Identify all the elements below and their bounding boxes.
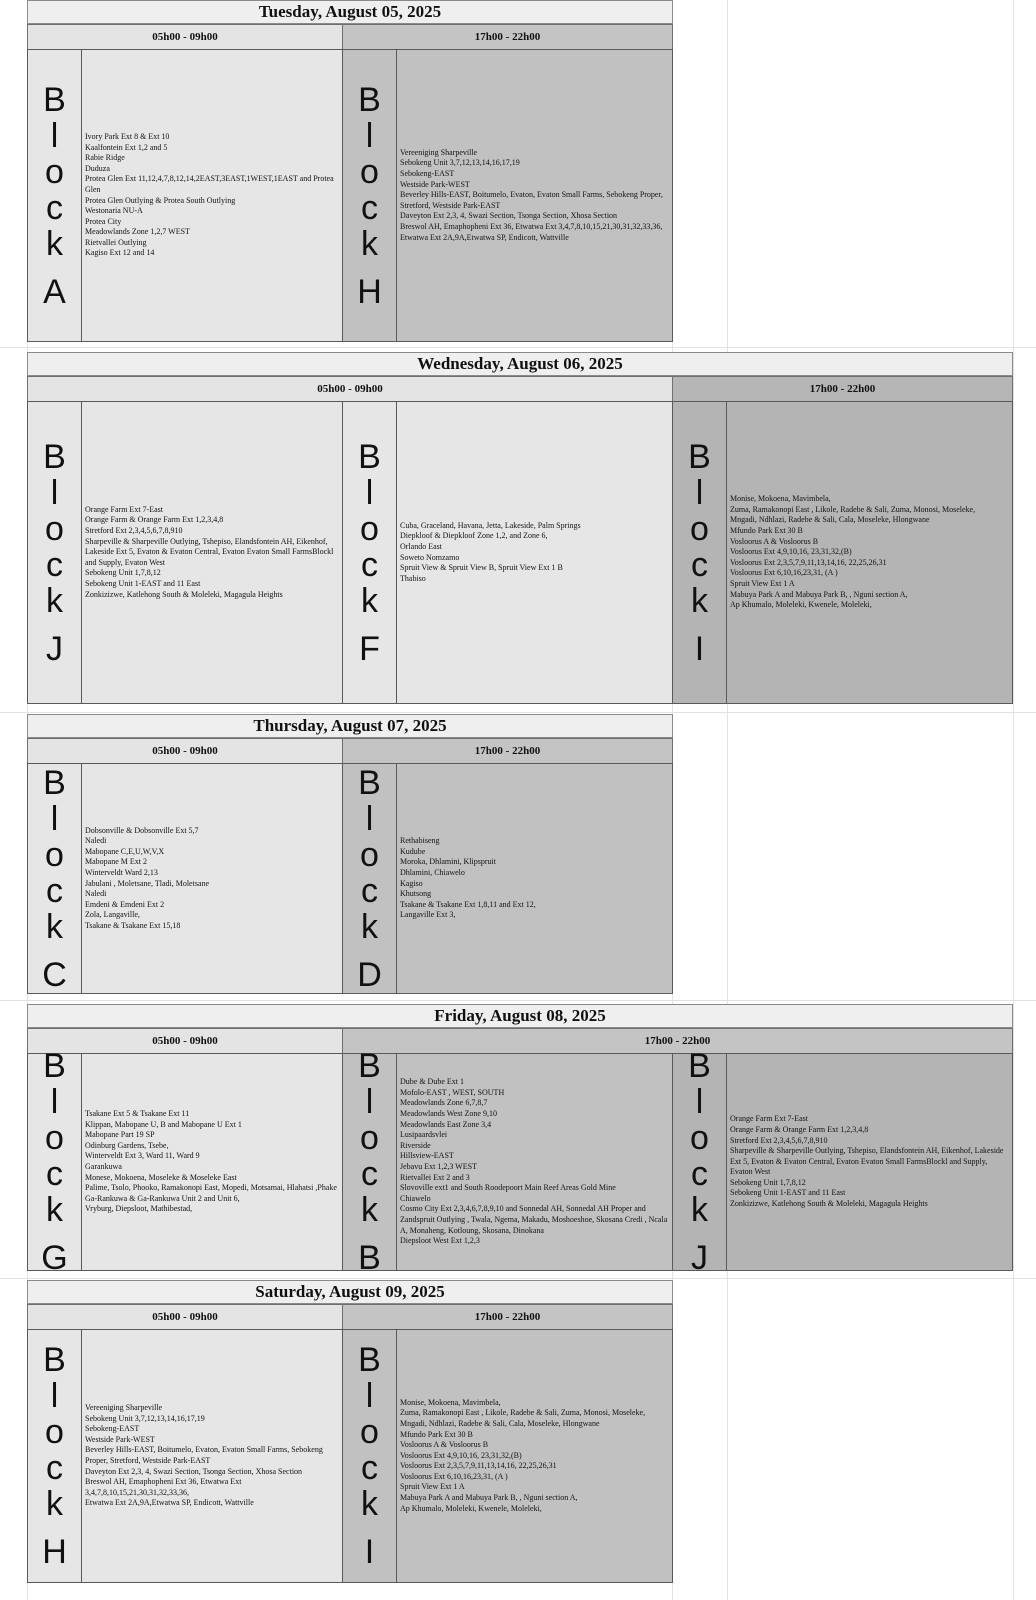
area-item: Monese, Mokoena, Moseleke & Moseleke East [85, 1172, 237, 1182]
block-label [343, 764, 397, 993]
area-item: Vryburg, Diepsloot, Mathibestad, [85, 1204, 193, 1214]
block-word: B l o c k [688, 437, 711, 620]
slot-header-evening: 17h00 - 22h00 [342, 1304, 673, 1330]
area-list [399, 1330, 670, 1582]
block-word: B l o c k [358, 763, 381, 946]
area-item: Meadowlands East Zone 3,4 [400, 1119, 492, 1129]
block-letter: B [358, 1239, 381, 1277]
gridline [1013, 0, 1014, 1600]
area-item: Mabuya Park A and Mabuya Park B, , Nguni section A, [730, 589, 908, 599]
area-item: Breswol AH, Emaphopheni Ext 36, Etwatwa Ext 3,4,7,8,10,15,21,30,31,32,33,36, [400, 221, 663, 231]
area-item: Monise, Mokoena, Mavimbela, [400, 1397, 501, 1407]
area-item: Vereeniging Sharpeville [400, 147, 478, 157]
area-item: Zuma, Ramakonopi East , Likole, Radebe & Sali, Zuma, Monosi, Moseleke, [400, 1408, 646, 1418]
area-item: Orange Farm & Orange Farm Ext 1,2,3,4,8 [85, 515, 224, 525]
slot-header-morning: 05h00 - 09h00 [27, 1028, 343, 1054]
area-item: Ap Khumalo, Moleleki, Kwenele, Moleleki, [730, 600, 872, 610]
area-item: Moroka, Dhlamini, Klipspruit [400, 857, 496, 867]
area-item: Langaville Ext 3, [400, 910, 456, 920]
area-item: Jebavu Ext 1,2,3 WEST [400, 1162, 477, 1171]
block-letter: A [43, 272, 66, 311]
area-item: Kaalfontein Ext 1,2 and 5 [85, 142, 168, 152]
day-title: Tuesday, August 05, 2025 [27, 0, 673, 24]
area-item: Riverside [400, 1140, 431, 1150]
area-item: Sharpeville & Sharpeville Outlying, Tshepiso, Elandsfontein AH, Eikenhof, Lakeside Ext 5, Evaton & Evaton Central, Evaton Evaton Small FarmsBlockl and Supply, Evaton West [85, 536, 334, 567]
area-list [399, 402, 670, 703]
block-label [673, 402, 727, 703]
area-item: Klippan, Mabopane U, B and Mabopane U Ext 1 [85, 1119, 242, 1129]
area-item: Zonkizizwe, Katlehong South & Moleleki, Magagula Heights [730, 1199, 928, 1209]
gridline [0, 1000, 1036, 1001]
area-item: Cosmo City Ext 2,3,4,6,7,8,9,10 and Sonnedal AH, Sonnedal AH Proper and Zandspruit Outlying , Twala, Ngema, Makadu, Moshoeshoe, Skosana Credi , Ncala A, Monaheng, Kotloung, Skosana, Dinokana [400, 1204, 668, 1235]
block-letter: F [359, 629, 380, 668]
area-item: Kagiso Ext 12 and 14 [85, 248, 155, 258]
area-item: Chiawelo [400, 1193, 431, 1203]
block-label [343, 50, 397, 341]
area-item: Sebokeng Unit 1-EAST and 11 East [85, 578, 201, 588]
area-item: Stretford Ext 2,3,4,5,6,7,8,910 [730, 1135, 828, 1145]
area-list [729, 402, 1010, 703]
area-item: Soweto Nomzamo [400, 552, 460, 562]
block-card [27, 1047, 343, 1277]
area-list [399, 1054, 670, 1270]
block-card [342, 49, 673, 342]
area-item: Rethabiseng [400, 836, 440, 846]
area-item: Mabuya Park A and Mabuya Park B, , Nguni section A, [400, 1493, 578, 1503]
block-label [343, 1047, 397, 1277]
area-list [84, 1330, 340, 1582]
area-item: Dhlamini, Chiawelo [400, 867, 465, 877]
area-item: Odinburg Gardens, Tsebe, [85, 1140, 169, 1150]
area-item: Vosloorus Ext 4,9,10,16, 23,31,32,(B) [730, 547, 852, 557]
slot-header-morning: 05h00 - 09h00 [27, 738, 343, 764]
area-item: Emdeni & Emdeni Ext 2 [85, 899, 165, 909]
block-card [672, 401, 1013, 704]
block-label [28, 764, 82, 993]
block-letter: I [364, 1533, 375, 1571]
area-item: Slovoville ext1 and South Roodepoort Main Reef Areas Gold Mine [400, 1183, 616, 1193]
area-item: Spruit View Ext 1 A [730, 578, 795, 588]
area-item: Sebokeng-EAST [400, 169, 455, 179]
area-item: Protea Glen Ext 11,12,4,7,8,12,14,2EAST,3EAST,1WEST,1EAST and Protea Glen [85, 174, 334, 194]
area-item: Sebokeng Unit 1-EAST and 11 East [730, 1188, 846, 1198]
area-item: Spruit View & Spruit View B, Spruit View Ext 1 B [400, 563, 563, 573]
slot-header-evening: 17h00 - 22h00 [342, 24, 673, 50]
block-word: B l o c k [43, 1341, 66, 1523]
area-item: Jabulani , Moletsane, Tladi, Moletsane [85, 878, 210, 888]
area-item: Lusipaardsvlei [400, 1130, 448, 1140]
area-item: Daveyton Ext 2,3, 4, Swazi Section, Tsonga Section, Xhosa Section [85, 1466, 303, 1476]
gridline [0, 1278, 1036, 1279]
area-item: Mfundo Park Ext 30 B [400, 1429, 473, 1439]
gridline [0, 712, 1036, 713]
day-title: Friday, August 08, 2025 [27, 1004, 1013, 1028]
area-item: Vosloorus Ext 2,3,5,7,9,11,13,14,16, 22,25,26,31 [400, 1461, 557, 1471]
area-item: Naledi [85, 836, 107, 846]
area-item: Meadowlands West Zone 9,10 [400, 1109, 497, 1119]
area-item: Mngadi, Ndhlazi, Radebe & Sali, Cala, Moseleke, Hlongwane [730, 515, 930, 525]
area-item: Vosloorus Ext 6,10,16,23,31, (A ) [730, 568, 838, 578]
block-card [342, 763, 673, 994]
area-item: Stretford, Westside Park-EAST [400, 200, 501, 210]
area-item: Beverley Hills-EAST, Boitumelo, Evaton, Evaton Small Farms, Sebokeng Proper, [400, 190, 663, 200]
area-item: Ap Khumalo, Moleleki, Kwenele, Moleleki, [400, 1503, 542, 1513]
block-card [27, 1329, 343, 1583]
area-item: Naledi [85, 889, 107, 899]
block-letter: H [357, 272, 382, 311]
day-title: Wednesday, August 06, 2025 [27, 352, 1013, 376]
block-word: B l o c k [43, 1047, 66, 1229]
area-item: Mabopane C,E,U,W,V,X [85, 846, 165, 856]
block-letter: H [42, 1533, 67, 1571]
area-item: Sebokeng Unit 3,7,12,13,14,16,17,19 [400, 158, 520, 168]
area-item: Vosloorus Ext 2,3,5,7,9,11,13,14,16, 22,25,26,31 [730, 557, 887, 567]
area-item: Mngadi, Ndhlazi, Radebe & Sali, Cala, Moseleke, Hlongwane [400, 1418, 600, 1428]
area-list [84, 764, 340, 993]
slot-header-morning: 05h00 - 09h00 [27, 376, 673, 402]
area-item: Westside Park-WEST [85, 1434, 155, 1444]
area-item: Westonaria NU-A [85, 206, 143, 216]
area-list [84, 402, 340, 703]
area-item: Mfundo Park Ext 30 B [730, 526, 803, 536]
block-card [27, 49, 343, 342]
block-letter: J [46, 629, 63, 668]
block-card [342, 401, 673, 704]
area-item: Meadowlands Zone 1,2,7 WEST [85, 227, 190, 237]
area-item: Palime, Tsolo, Phooko, Ramakonopi East, Mopedi, Motsamai, Hlahatsi ,Phake [85, 1183, 337, 1193]
area-item: Diepkloof & Diepkloof Zone 1,2, and Zone 6, [400, 531, 548, 541]
area-item: Westside Park-WEST [400, 179, 470, 189]
area-item: Vosloorus A & Vosloorus B [730, 536, 819, 546]
area-item: Sharpeville & Sharpeville Outlying, Tshepiso, Elandsfontein AH, Eikenhof, Lakeside Ext 5, Evaton & Evaton Central, Evaton Evaton Small FarmsBlockl and Supply, Evaton West [730, 1146, 1004, 1177]
block-word: B l o c k [358, 80, 381, 263]
area-list [399, 50, 670, 341]
area-item: Etwatwa Ext 2A,9A,Etwatwa SP, Endicott, Wattville [85, 1498, 254, 1508]
block-label [28, 1047, 82, 1277]
area-item: Thabiso [400, 573, 426, 583]
area-item: Breswol AH, Emaphopheni Ext 36, Etwatwa Ext 3,4,7,8,10,15,21,30,31,32,33,36, [85, 1477, 242, 1497]
block-word: B l o c k [688, 1047, 711, 1229]
area-item: Diepsloot West Ext 1,2,3 [400, 1236, 480, 1246]
block-card [27, 763, 343, 994]
area-item: Rietvallei Ext 2 and 3 [400, 1172, 470, 1182]
block-card [27, 401, 343, 704]
area-item: Etwatwa Ext 2A,9A,Etwatwa SP, Endicott, Wattville [400, 232, 569, 242]
block-label [28, 1330, 82, 1582]
block-letter: D [357, 955, 382, 994]
block-word: B l o c k [358, 1341, 381, 1523]
area-item: Tsakane & Tsakane Ext 1,8,11 and Ext 12, [400, 899, 536, 909]
area-item: Daveyton Ext 2,3, 4, Swazi Section, Tsonga Section, Xhosa Section [400, 211, 618, 221]
slot-header-morning: 05h00 - 09h00 [27, 24, 343, 50]
area-item: Dube & Dube Ext 1 [400, 1077, 464, 1087]
area-item: Winterveldt Ward 2,13 [85, 867, 158, 877]
gridline [727, 0, 728, 1600]
area-item: Stretford Ext 2,3,4,5,6,7,8,910 [85, 526, 183, 536]
day-title: Thursday, August 07, 2025 [27, 714, 673, 738]
block-word: B l o c k [43, 763, 66, 946]
area-item: Vereeniging Sharpeville [85, 1403, 163, 1413]
block-word: B l o c k [43, 80, 66, 263]
gridline [0, 347, 1036, 348]
area-item: Mabopane Part 19 SP [85, 1130, 155, 1140]
slot-header-evening: 17h00 - 22h00 [672, 376, 1013, 402]
block-word: B l o c k [358, 1047, 381, 1229]
area-list [399, 764, 670, 993]
area-item: Vosloorus Ext 4,9,10,16, 23,31,32,(B) [400, 1450, 522, 1460]
area-list [729, 1054, 1010, 1270]
block-letter: J [691, 1239, 708, 1277]
block-label [28, 402, 82, 703]
area-item: Rietvallei Outlying [85, 237, 147, 247]
area-item: Sebokeng Unit 1,7,8,12 [730, 1177, 806, 1187]
area-item: Monise, Mokoena, Mavimbela, [730, 494, 831, 504]
area-item: Meadowlands Zone 6,7,8,7 [400, 1098, 488, 1108]
area-item: Rabie Ridge [85, 153, 125, 163]
area-item: Orange Farm & Orange Farm Ext 1,2,3,4,8 [730, 1124, 869, 1134]
area-item: Kagiso [400, 878, 423, 888]
area-item: Mabopane M Ext 2 [85, 857, 147, 867]
day-title: Saturday, August 09, 2025 [27, 1280, 673, 1304]
area-item: Orlando East [400, 541, 442, 551]
area-item: Cuba, Graceland, Havana, Jetta, Lakeside, Palm Springs [400, 520, 581, 530]
area-item: Winterveldt Ext 3, Ward 11, Ward 9 [85, 1151, 200, 1161]
slot-header-evening: 17h00 - 22h00 [342, 738, 673, 764]
area-item: Garankuwa [85, 1162, 122, 1171]
area-item: Tsakane Ext 5 & Tsakane Ext 11 [85, 1109, 190, 1119]
area-item: Orange Farm Ext 7-East [730, 1114, 808, 1124]
block-label [673, 1047, 727, 1277]
area-item: Sebokeng Unit 1,7,8,12 [85, 568, 161, 578]
area-item: Vosloorus A & Vosloorus B [400, 1440, 489, 1450]
area-item: Protea City [85, 216, 122, 226]
area-item: Tsakane & Tsakane Ext 15,18 [85, 920, 181, 930]
area-item: Zola, Langaville, [85, 910, 140, 920]
area-item: Zonkizizwe, Katlehong South & Moleleki, Magagula Heights [85, 589, 283, 599]
area-item: Khutsong [400, 889, 432, 899]
area-item: Duduza [85, 163, 110, 173]
block-label [343, 402, 397, 703]
block-label [343, 1330, 397, 1582]
area-item: Mofolo-EAST , WEST, SOUTH [400, 1087, 505, 1097]
area-item: Beverley Hills-EAST, Boitumelo, Evaton, Evaton Small Farms, Sebokeng Proper, Stretford, Westside Park-EAST [85, 1445, 323, 1465]
area-item: Zuma, Ramakonopi East , Likole, Radebe & Sali, Zuma, Monosi, Moseleke, [730, 504, 976, 514]
slot-header-evening: 17h00 - 22h00 [342, 1028, 1013, 1054]
block-label [28, 50, 82, 341]
area-list [84, 50, 340, 341]
area-item: Vosloorus Ext 6,10,16,23,31, (A ) [400, 1471, 508, 1481]
area-item: Hillsview-EAST [400, 1151, 454, 1161]
block-letter: C [42, 955, 67, 994]
area-item: Ga-Rankuwa & Ga-Rankuwa Unit 2 and Unit 6, [85, 1193, 240, 1203]
area-item: Sebokeng-EAST [85, 1424, 140, 1434]
area-item: Kudube [400, 846, 426, 856]
area-item: Ivory Park Ext 8 & Ext 10 [85, 131, 170, 141]
area-list [84, 1054, 340, 1270]
area-item: Orange Farm Ext 7-East [85, 504, 163, 514]
area-item: Sebokeng Unit 3,7,12,13,14,16,17,19 [85, 1413, 205, 1423]
block-word: B l o c k [43, 437, 66, 620]
area-item: Spruit View Ext 1 A [400, 1482, 465, 1492]
block-letter: I [694, 629, 705, 668]
block-card [342, 1329, 673, 1583]
block-letter: G [41, 1239, 68, 1277]
block-word: B l o c k [358, 437, 381, 620]
block-card [342, 1047, 673, 1277]
area-item: Protea Glen Outlying & Protea South Outlying [85, 195, 236, 205]
area-item: Dobsonville & Dobsonville Ext 5,7 [85, 825, 199, 835]
slot-header-morning: 05h00 - 09h00 [27, 1304, 343, 1330]
block-card [672, 1047, 1013, 1277]
